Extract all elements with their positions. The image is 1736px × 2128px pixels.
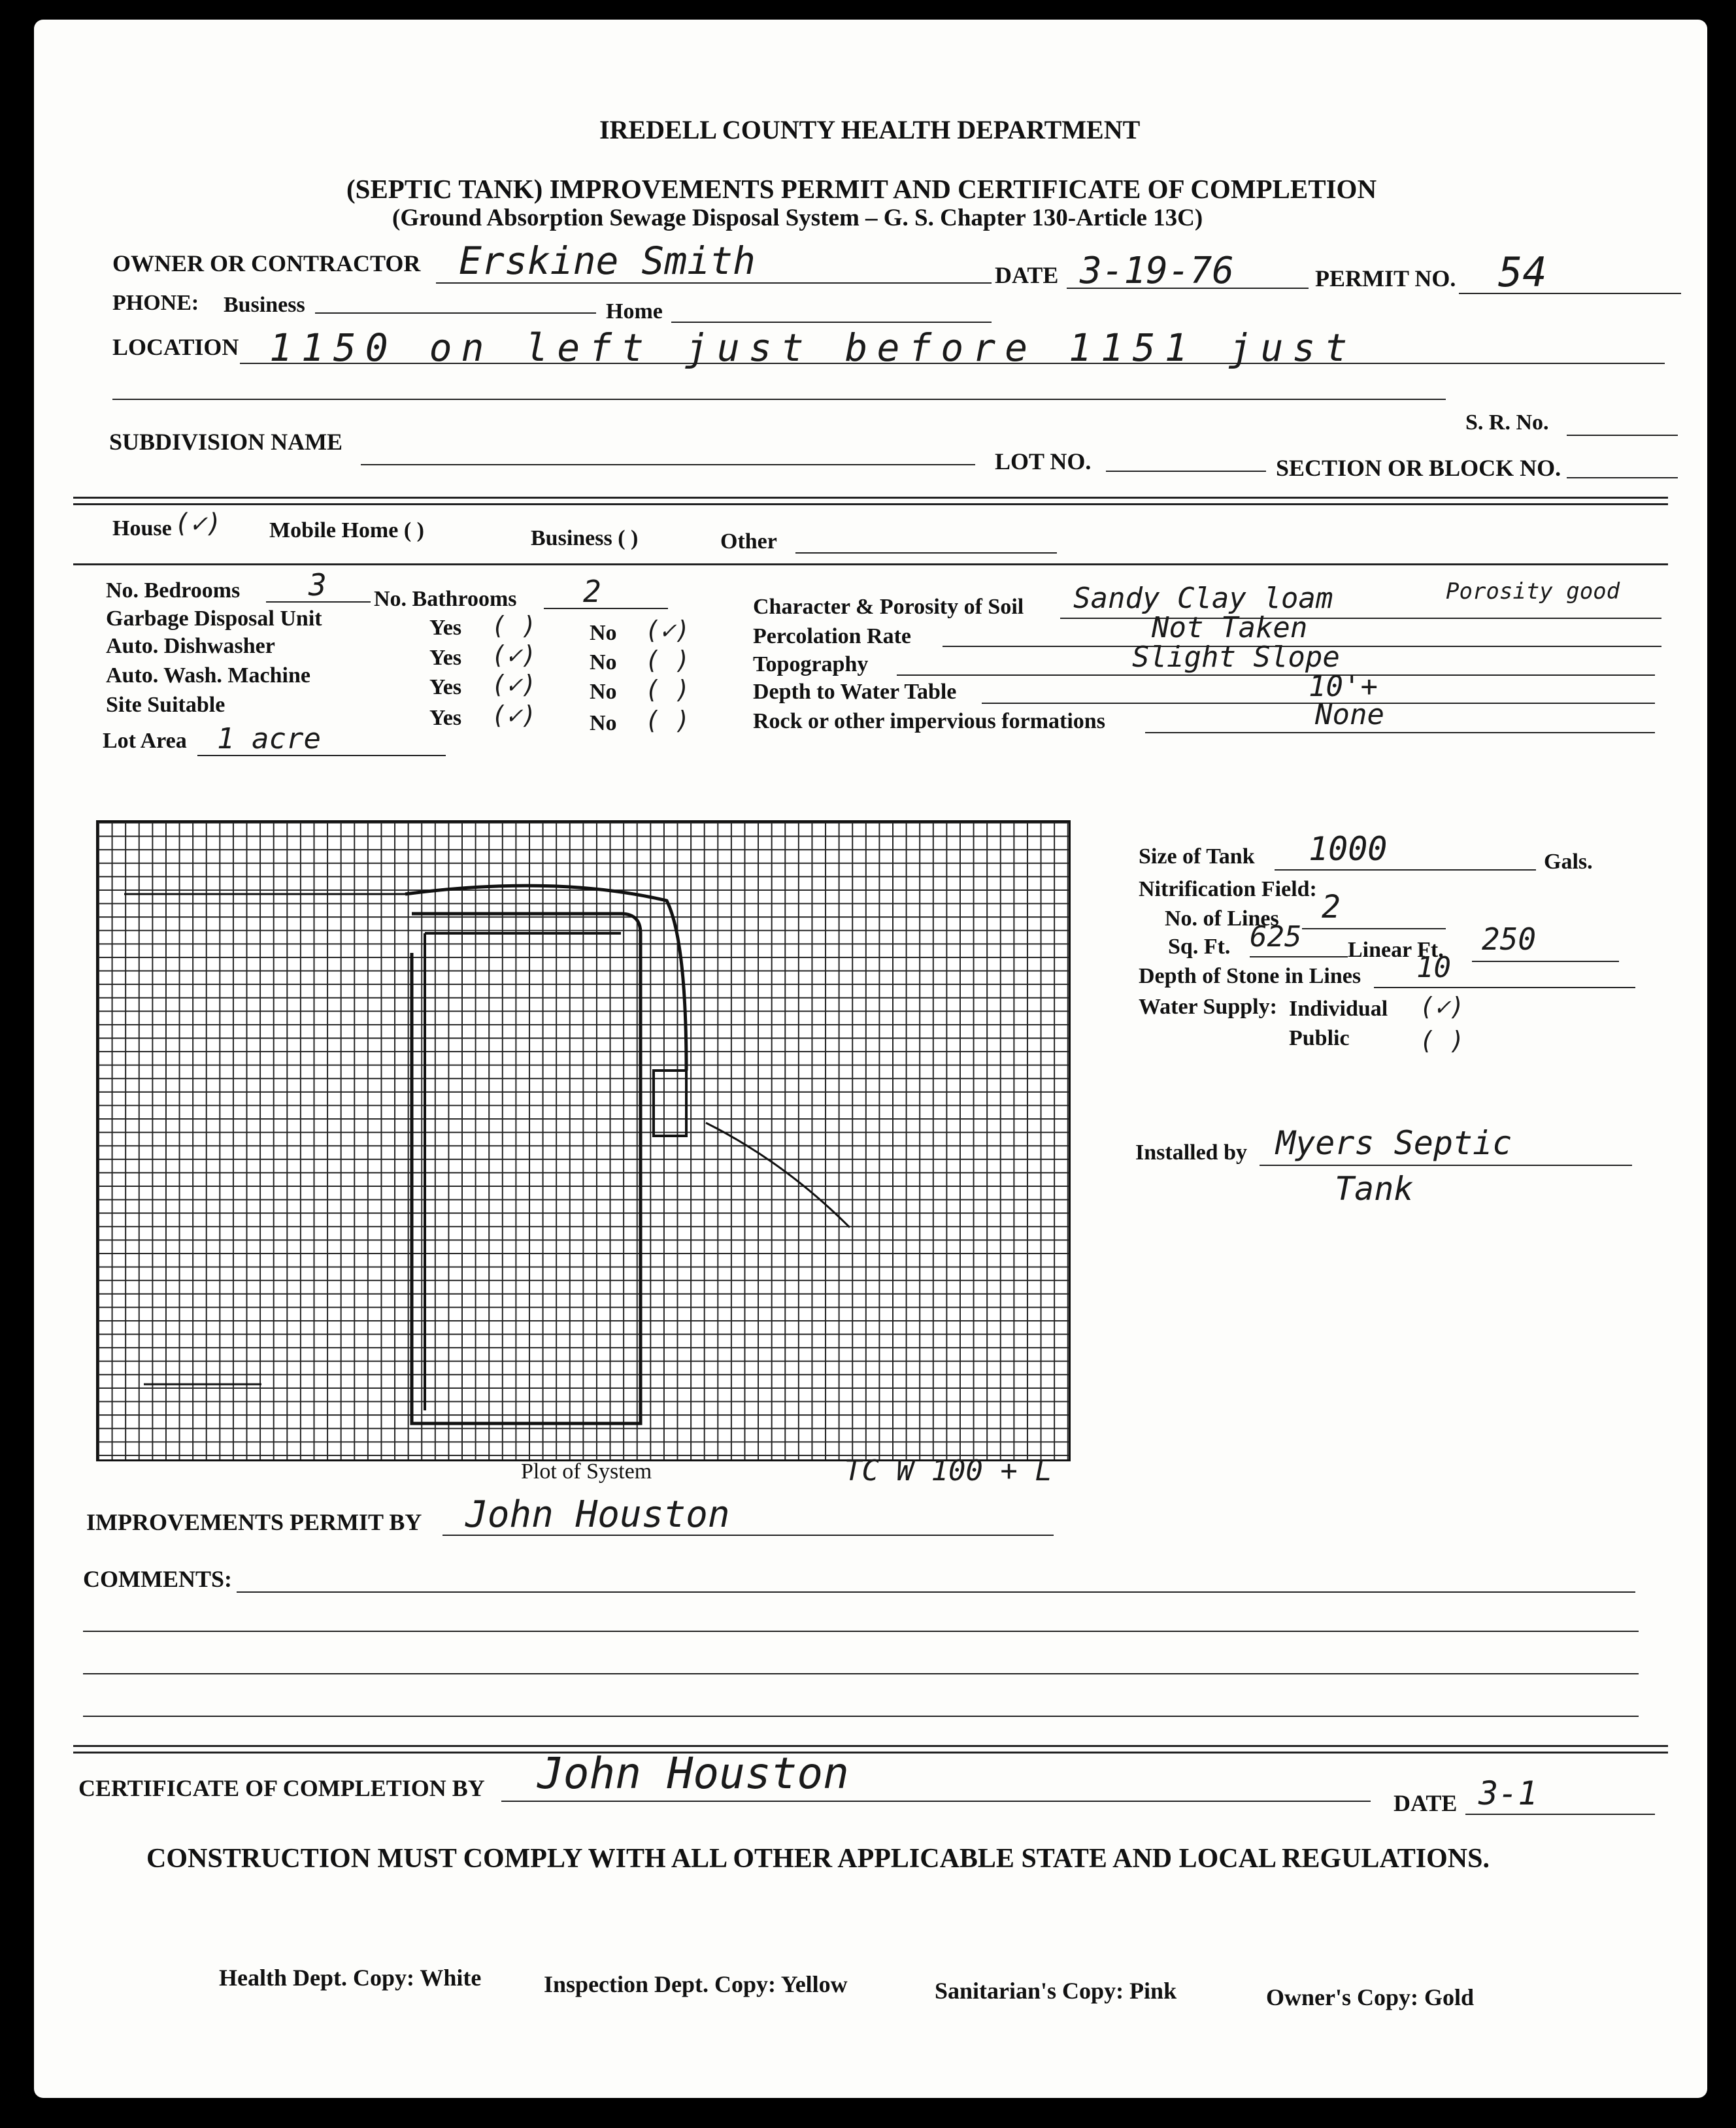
dishwasher-yes-label: Yes xyxy=(429,646,462,670)
location-line-2 xyxy=(112,399,1446,400)
soil-character-label: Character & Porosity of Soil xyxy=(753,595,1024,619)
linear-ft-value: 250 xyxy=(1482,922,1537,957)
bedrooms-value: 3 xyxy=(309,567,327,603)
department-title: IREDELL COUNTY HEALTH DEPARTMENT xyxy=(599,115,1141,144)
garbage-no-checkbox[interactable]: (✓) xyxy=(645,616,690,644)
date-label: DATE xyxy=(995,262,1059,288)
certificate-label: CERTIFICATE OF COMPLETION BY xyxy=(78,1775,485,1801)
dishwasher-no-checkbox[interactable]: ( ) xyxy=(645,646,690,674)
dishwasher-yes-checkbox[interactable]: (✓) xyxy=(492,640,537,669)
installed-by-label: Installed by xyxy=(1135,1140,1247,1165)
topography-line xyxy=(897,674,1655,676)
dishwasher-no-label: No xyxy=(590,650,617,674)
certificate-line xyxy=(501,1801,1371,1802)
bathrooms-value: 2 xyxy=(583,574,601,609)
subdivision-label: SUBDIVISION NAME xyxy=(109,429,343,455)
location-label: LOCATION xyxy=(112,334,239,360)
house-checkbox[interactable]: (✓) xyxy=(175,508,222,539)
permit-no-value: 54 xyxy=(1498,248,1547,296)
certificate-date-value: 3-1 xyxy=(1478,1774,1538,1812)
water-supply-label: Water Supply: xyxy=(1139,995,1277,1019)
garbage-label: Garbage Disposal Unit xyxy=(106,607,322,631)
garbage-yes-label: Yes xyxy=(429,616,462,640)
rock-value: None xyxy=(1315,698,1384,731)
public-label: Public xyxy=(1289,1026,1350,1050)
tank-size-line xyxy=(1275,869,1536,871)
copy-sanitarian: Sanitarian's Copy: Pink xyxy=(935,1978,1177,2004)
bedrooms-label: No. Bedrooms xyxy=(106,578,241,603)
wash-machine-label: Auto. Wash. Machine xyxy=(106,663,310,688)
linear-ft-label: Linear Ft. xyxy=(1348,938,1444,962)
plot-sketch xyxy=(98,822,1069,1459)
site-yes-label: Yes xyxy=(429,706,462,730)
installed-by-line xyxy=(1260,1165,1632,1166)
house-label: House xyxy=(112,516,172,540)
wash-yes-checkbox[interactable]: (✓) xyxy=(492,670,537,699)
divider-2 xyxy=(73,563,1668,565)
stone-depth-line xyxy=(1374,987,1635,988)
form-subtitle: (Ground Absorption Sewage Disposal System – G. S. Chapter 130-Article 13C) xyxy=(392,205,1203,231)
sr-no-line xyxy=(1567,435,1678,436)
wash-no-label: No xyxy=(590,680,617,704)
lot-no-line xyxy=(1106,471,1266,472)
permit-no-label: PERMIT NO. xyxy=(1315,265,1456,291)
plot-grid xyxy=(96,820,1071,1461)
location-value: 1150 on left just before 1151 just xyxy=(269,325,1357,370)
divider-1 xyxy=(73,497,1668,499)
divider-3b xyxy=(73,1752,1668,1754)
individual-label: Individual xyxy=(1289,997,1388,1021)
linear-ft-line xyxy=(1472,961,1619,962)
comments-line-2 xyxy=(83,1631,1639,1632)
lines-line xyxy=(1302,928,1446,929)
permit-signature: John Houston xyxy=(465,1493,730,1536)
soil-character-value: Sandy Clay loam xyxy=(1073,582,1333,615)
individual-checkbox[interactable]: (✓) xyxy=(1420,992,1465,1021)
nitrification-label: Nitrification Field: xyxy=(1139,877,1317,901)
rock-line xyxy=(1145,732,1655,733)
copy-health: Health Dept. Copy: White xyxy=(219,1965,482,1991)
soil-porosity-value: Porosity good xyxy=(1446,578,1620,605)
dishwasher-label: Auto. Dishwasher xyxy=(106,634,275,658)
certificate-date-line xyxy=(1465,1814,1655,1815)
copy-owner: Owner's Copy: Gold xyxy=(1266,1984,1475,2010)
section-line xyxy=(1567,477,1678,478)
garbage-no-label: No xyxy=(590,621,617,645)
certificate-date-label: DATE xyxy=(1394,1790,1458,1816)
percolation-label: Percolation Rate xyxy=(753,624,912,648)
lot-area-value: 1 acre xyxy=(217,722,321,756)
mobile-home-checkbox[interactable]: Mobile Home ( ) xyxy=(269,518,424,542)
bathrooms-line xyxy=(544,608,668,609)
lines-label: No. of Lines xyxy=(1165,906,1279,931)
phone-home-label: Home xyxy=(606,299,663,324)
phone-business-label: Business xyxy=(224,293,305,317)
sqft-value: 625 xyxy=(1250,920,1302,954)
soil-character-line xyxy=(1060,618,1661,619)
permit-no-line xyxy=(1459,293,1681,294)
comments-label: COMMENTS: xyxy=(83,1566,232,1592)
divider-1b xyxy=(73,503,1668,505)
topography-value: Slight Slope xyxy=(1132,640,1340,674)
site-yes-checkbox[interactable]: (✓) xyxy=(492,701,537,729)
site-suitable-label: Site Suitable xyxy=(106,693,225,717)
permit-by-label: IMPROVEMENTS PERMIT BY xyxy=(86,1509,422,1535)
lot-no-label: LOT NO. xyxy=(995,448,1092,474)
sqft-line xyxy=(1250,956,1348,957)
garbage-yes-checkbox[interactable]: ( ) xyxy=(492,611,537,640)
permit-form xyxy=(34,20,1707,2098)
tank-gals-label: Gals. xyxy=(1544,850,1593,874)
tank-size-value: 1000 xyxy=(1309,830,1388,868)
subdivision-line xyxy=(361,464,975,465)
lines-value: 2 xyxy=(1322,889,1341,925)
wash-yes-label: Yes xyxy=(429,675,462,699)
date-value: 3-19-76 xyxy=(1080,250,1235,292)
percolation-value: Not Taken xyxy=(1152,611,1308,644)
water-table-value: 10'+ xyxy=(1309,670,1378,703)
comments-line-4 xyxy=(83,1716,1639,1717)
installed-by-value: Myers Septic xyxy=(1276,1124,1512,1162)
tank-size-label: Size of Tank xyxy=(1139,844,1255,869)
stone-depth-label: Depth of Stone in Lines xyxy=(1139,964,1361,988)
phone-business-line xyxy=(315,312,596,314)
phone-home-line xyxy=(671,322,992,323)
installed-by-value-2: Tank xyxy=(1335,1170,1414,1208)
other-line xyxy=(795,552,1057,554)
owner-value: Erskine Smith xyxy=(459,239,756,283)
public-checkbox[interactable]: ( ) xyxy=(1420,1026,1465,1055)
owner-label: OWNER OR CONTRACTOR xyxy=(112,250,421,276)
sr-no-label: S. R. No. xyxy=(1465,410,1549,435)
phone-label: PHONE: xyxy=(112,291,199,315)
stone-depth-value: 10 xyxy=(1416,951,1451,984)
bathrooms-label: No. Bathrooms xyxy=(374,587,517,611)
certificate-signature: John Houston xyxy=(537,1748,849,1799)
site-no-checkbox[interactable]: ( ) xyxy=(645,706,690,735)
form-title: (SEPTIC TANK) IMPROVEMENTS PERMIT AND CERTIFICATE OF COMPLETION xyxy=(346,174,1377,204)
comments-line-1 xyxy=(237,1591,1635,1593)
business-checkbox[interactable]: Business ( ) xyxy=(531,526,639,550)
plot-caption: Plot of System xyxy=(521,1459,652,1484)
comments-line-3 xyxy=(83,1673,1639,1674)
water-table-label: Depth to Water Table xyxy=(753,680,957,704)
topography-label: Topography xyxy=(753,652,869,676)
copy-inspection: Inspection Dept. Copy: Yellow xyxy=(544,1971,848,1997)
site-no-label: No xyxy=(590,711,617,735)
other-label: Other xyxy=(720,529,777,554)
wash-no-checkbox[interactable]: ( ) xyxy=(645,675,690,704)
rock-label: Rock or other impervious formations xyxy=(753,709,1105,733)
sqft-label: Sq. Ft. xyxy=(1168,935,1231,959)
section-label: SECTION OR BLOCK NO. xyxy=(1276,455,1561,481)
compliance-notice: CONSTRUCTION MUST COMPLY WITH ALL OTHER APPLICABLE STATE AND LOCAL REGULATIONS. xyxy=(146,1844,1490,1874)
divider-3 xyxy=(73,1745,1668,1747)
plot-note: TC W 100 + L xyxy=(844,1454,1052,1488)
lot-area-label: Lot Area xyxy=(103,729,187,753)
